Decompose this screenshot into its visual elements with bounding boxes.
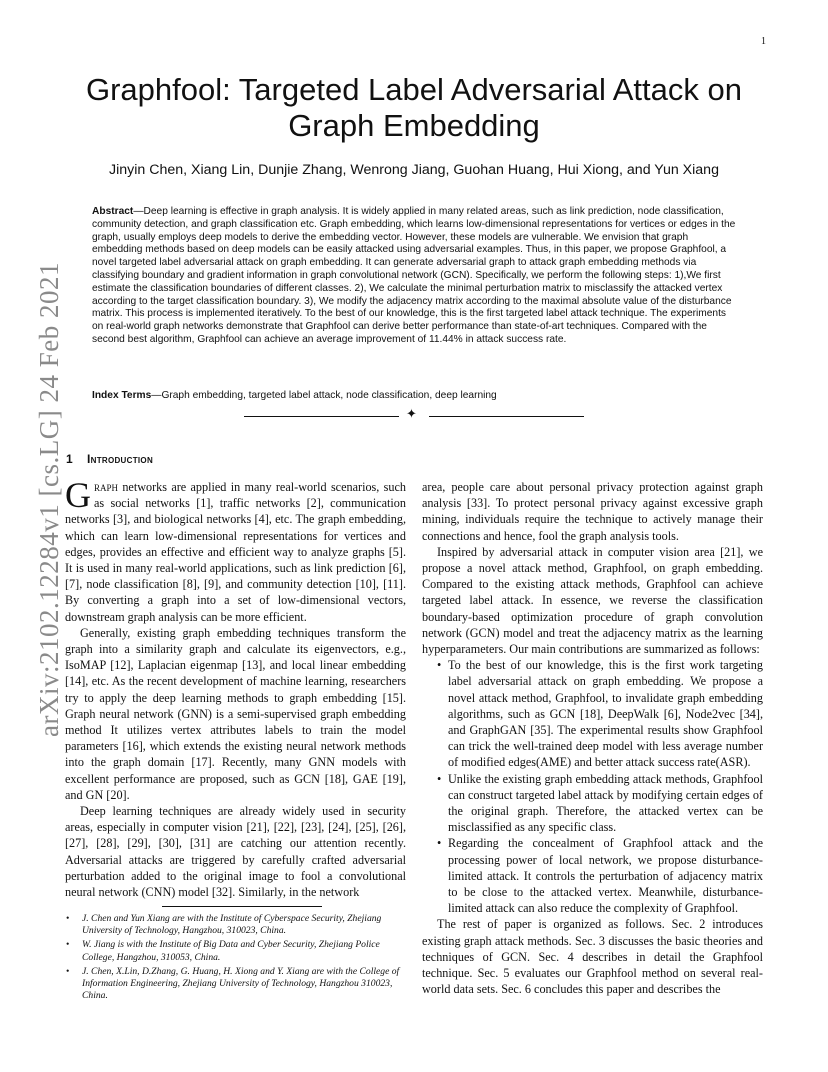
contribution-item: • To the best of our knowledge, this is the first work targeting label adversarial attack on graph embedding. We propose a novel attack method, Graphfool, to invalidate graph embedding algorithms, such as GCN [18], DeepWalk [6], Node2vec [34], and GraphGAN [35]. The experimental results show Graphfool can trick the well-trained deep model with less average number of modified edges(AME) and better attack success rate(ASR). (448, 657, 763, 770)
divider-line-right (429, 416, 584, 417)
intro-paragraph-3: Deep learning techniques are already widely used in security areas, especially in computer vision [21], [22], [23], [24], [25], [26], [27], [28], [29], [30], [31] are catching our attention recently. Adversarial attacks are triggered by carefully crafted adversarial perturbation added to the original image to fool a convolutional neural network (CNN) model [32]. Similarly, in the network (65, 804, 406, 900)
contributions-list (422, 657, 763, 916)
intro-paragraph-1-text: networks are applied in many real-world scenarios, such as social networks [1], traffic networks [2], communication networks [3], and biological networks [4], etc. The graph embedding, which can learn low-dimensional representations for vertices and edges, provides an effective and efficient way to analyze graphs [5]. It is used in many real-world applications, such as link prediction [6], [7], node classification [8], [9], and community detection [10], [11]. By converting a graph into a set of low-dimensional vectors, downstream graph analysis can be more efficient. (65, 480, 406, 624)
divider-line-left (244, 416, 399, 417)
index-terms-label: Index Terms (92, 390, 152, 401)
author-list: Jinyin Chen, Xiang Lin, Dunjie Zhang, Wenrong Jiang, Guohan Huang, Hui Xiong, and Yun Xiang (109, 162, 719, 178)
footnote-item: • W. Jiang is with the Institute of Big Data and Cyber Security, Zhejiang Police College, Hangzhou, 310053, China. (66, 939, 407, 963)
intro-paragraph-2: Generally, existing graph embedding techniques transform the graph into a similarity graph and calculate its eigenvectors, e.g., IsoMAP [12], Laplacian eigenmap [13], and local linear embedding [14], etc. As the recent development of machine learning, researchers try to apply the deep learning methods to graph embedding [15]. Graph neural network (GNN) is a semi-supervised graph embedding method It utilizes vertex attributes labels to train the model parameters [16], which extends the existing neural network methods into the graph domain [17]. Recently, many GNN models with excellent performance are proposed, such as GCN [18], GAE [19], and GN [20]. (65, 625, 406, 802)
index-terms-text: —Graph embedding, targeted label attack, node classification, deep learning (151, 390, 497, 401)
section-title: Introduction (86, 452, 154, 466)
index-terms (92, 389, 736, 402)
affiliation-footnotes (66, 913, 407, 1004)
intro-paragraph-1 (65, 475, 406, 625)
page-number: 1 (761, 36, 766, 47)
contribution-item: • Regarding the concealment of Graphfool attack and the processing power of local network, we propose disturbance-limited attack. It controls the perturbation of adjacency matrix to be close to the attacked vertex. Meanwhile, disturbance-limited attack can also reduce the complexity of Graphfool. (448, 835, 763, 916)
intro-paragraph-4: area, people care about personal privacy protection against graph analysis [33]. To protect personal privacy against excessive graph mining, individuals require the technique to actively manage their connections and hence, fool the graph analysis tools. (422, 480, 763, 543)
divider-ornament-icon: ✦ (406, 407, 417, 422)
intro-paragraph-6: The rest of paper is organized as follows. Sec. 2 introduces existing graph attack methods. Sec. 3 discusses the basic theories and techniques of GCN. Sec. 4 describes in detail the Graphfool technique. Sec. 5 evaluates our Graphfool method on several real-world data sets. Sec. 6 concludes this paper and describes the (422, 917, 763, 997)
section-number: 1 (66, 452, 73, 466)
contribution-item: • Unlike the existing graph embedding attack methods, Graphfool can construct targeted label attack by modifying certain edges of the original graph. Therefore, the attacked vertex can be misclassified as any specific class. (448, 771, 763, 836)
right-column (422, 479, 763, 998)
footnote-rule (162, 906, 322, 907)
intro-smallcaps-word: raph (94, 480, 119, 494)
footnote-item: • J. Chen and Yun Xiang are with the Institute of Cyberspace Security, Zhejiang University of Technology, Hangzhou, 310023, China. (66, 913, 407, 937)
drop-cap: G (65, 475, 91, 515)
footnote-item: • J. Chen, X.Lin, D.Zhang, G. Huang, H. Xiong and Y. Xiang are with the College of Information Engineering, Zhejiang University of Technology, Hangzhou 310023, China. (66, 966, 407, 1003)
section-heading-introduction (66, 452, 153, 466)
section-divider (244, 409, 584, 423)
arxiv-identifier-stamp: arXiv:2102.12284v1 [cs.LG] 24 Feb 2021 (34, 262, 64, 737)
abstract-text: —Deep learning is effective in graph analysis. It is widely applied in many related areas, such as link prediction, node classification, community detection, and graph classification etc. Graph embedding, which learns low-dimensional representations for vertices or edges in the graph, usually employs deep models to derive the embedding vector. However, these models are vulnerable. We envision that graph embedding methods based on deep models can be easily attacked using adversarial examples. Thus, in this paper, we propose Graphfool, a novel targeted label adversarial attack on graph embedding. It can generate adversarial graph to attack graph embedding methods via classifying boundary and gradient information in graph convolutional network (GCN). Specifically, we perform the following steps: 1),We first estimate the classification boundaries of different classes. 2), We calculate the minimal perturbation matrix to misclassify the attacked vertex according to the target classification boundary. 3), We modify the adjacency matrix according to the maximal absolute value of the disturbance matrix. This process is implemented iteratively. To the best of our knowledge, this is the first targeted label attack technique. The experiments on real-world graph networks demonstrate that Graphfool can derive better performance than state-of-art techniques. Compared with the second best algorithm, Graphfool can achieve an average improvement of 11.44% in attack success rate. (92, 206, 736, 345)
paper-title: Graphfool: Targeted Label Adversarial Attack on Graph Embedding (85, 72, 742, 143)
left-column (65, 475, 406, 900)
abstract-label: Abstract (92, 206, 134, 217)
intro-paragraph-5: Inspired by adversarial attack in computer vision area [21], we propose a novel attack method, Graphfool, on graph embedding. Compared to the existing attack methods, Graphfool can achieve targeted label attack. In essence, we reverse the classification boundary-based optimization procedure of graph convolution network (GCN) model and treat the adjacency matrix as the learning hyperparameters. Our main contributions are summarized as follows: (422, 544, 763, 657)
abstract (92, 206, 736, 347)
